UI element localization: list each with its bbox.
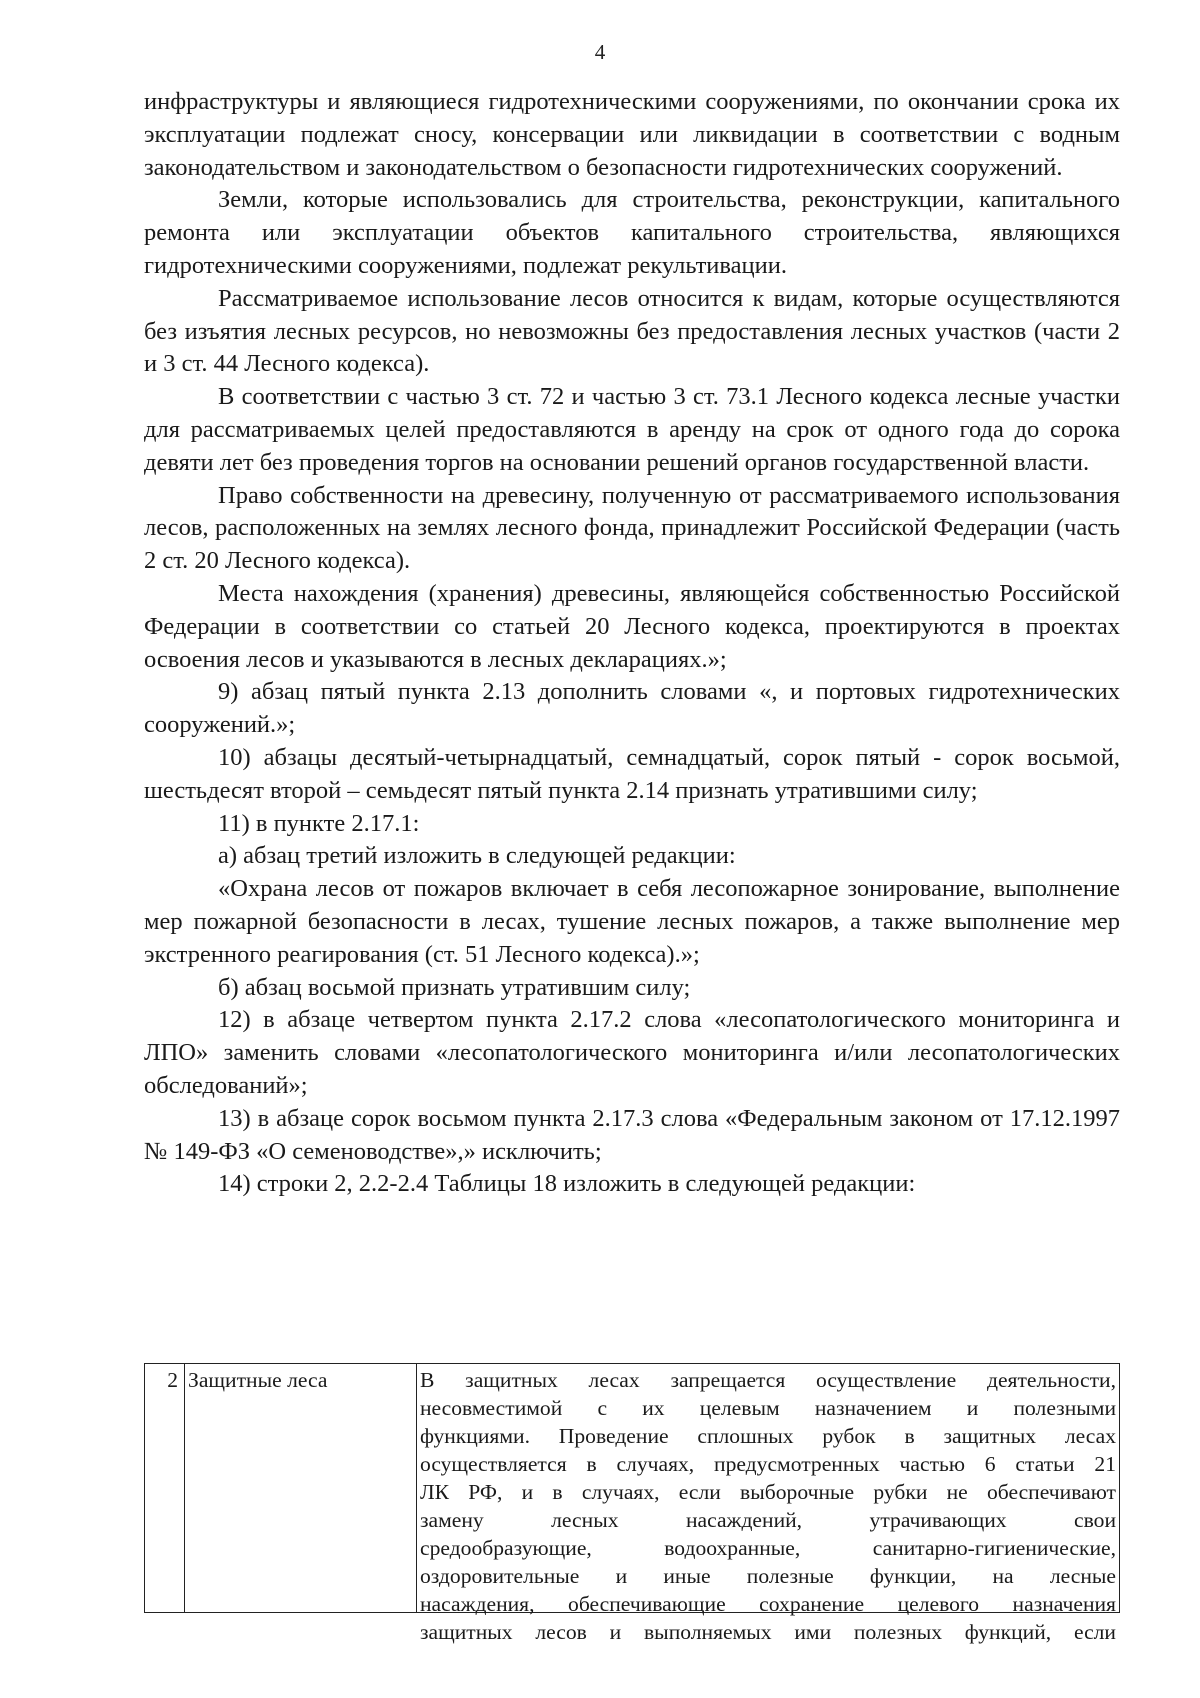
paragraph: б) абзац восьмой признать утратившим силу;: [218, 973, 691, 1001]
paragraph: 13) в абзаце сорок восьмом пункта 2.17.3 слова «Федеральным законом от 17.12.1997 № 149-ФЗ «О семеноводстве»,» исключить;: [144, 1104, 1120, 1165]
table-text-line: несовместимой с их целевым назначением и полезными: [420, 1396, 1116, 1420]
table-text-line: насаждения, обеспечивающие сохранение целевого назначения: [420, 1592, 1116, 1616]
paragraph: а) абзац третий изложить в следующей редакции:: [218, 842, 736, 870]
table-forest-category: Защитные леса: [185, 1364, 417, 1612]
table-text-line: ЛК РФ, и в случаях, если выборочные рубки не обеспечивают: [420, 1480, 1116, 1504]
table-regulation-text: [417, 1364, 1119, 1644]
paragraph: Места нахождения (хранения) древесины, являющейся собственностью Российской Федерации в соответствии со статьей 20 Лесного кодекса, проектируются в проектах освоения лесов и указываются в лесных декларациях.»;: [144, 579, 1120, 673]
paragraph: «Охрана лесов от пожаров включает в себя лесопожарное зонирование, выполнение мер пожарной безопасности в лесах, тушение лесных пожаров, а также выполнение мер экстренного реагирования (ст. 51 Лесного кодекса).»;: [144, 875, 1120, 968]
paragraph: Рассматриваемое использование лесов относится к видам, которые осуществляются без изъятия лесных ресурсов, но невозможны без предоставления лесных участков (части 2 и 3 ст. 44 Лесного кодекса).: [144, 284, 1120, 378]
paragraph: Право собственности на древесину, полученную от рассматриваемого использования лесов, расположенных на землях лесного фонда, принадлежит Российской Федерации (часть 2 ст. 20 Лесного кодекса).: [144, 481, 1120, 575]
table-text-line: защитных лесов и выполняемых ими полезных функций, если: [420, 1620, 1116, 1644]
paragraph: 14) строки 2, 2.2-2.4 Таблицы 18 изложить в следующей редакции:: [218, 1170, 916, 1198]
table-text-line: В защитных лесах запрещается осуществление деятельности,: [420, 1368, 1116, 1392]
table-text-line: оздоровительные и иные полезные функции, на лесные: [420, 1564, 1116, 1588]
table-text-line: замену лесных насаждений, утрачивающих свои: [420, 1508, 1116, 1532]
paragraph: инфраструктуры и являющиеся гидротехническими сооружениями, по окончании срока их эксплуатации подлежат сносу, консервации или ликвидации в соответствии с водным законодательством и законодательством о безопасности гидротехнических сооружений.: [144, 88, 1120, 181]
table-text-line: функциями. Проведение сплошных рубок в защитных лесах: [420, 1424, 1116, 1448]
table-text-line: средообразующие, водоохранные, санитарно-гигиенические,: [420, 1536, 1116, 1560]
paragraph: Земли, которые использовались для строительства, реконструкции, капитального ремонта или эксплуатации объектов капитального строительства, являющихся гидротехническими сооружениями, подлежат рекультивации.: [144, 186, 1120, 279]
page-number: 4: [594, 40, 606, 64]
paragraph: 9) абзац пятый пункта 2.13 дополнить словами «, и портовых гидротехнических сооружений.»;: [144, 678, 1120, 739]
paragraph: 10) абзацы десятый-четырнадцатый, семнадцатый, сорок пятый - сорок восьмой, шестьдесят второй – семьдесят пятый пункта 2.14 признать утратившими силу;: [144, 743, 1120, 804]
paragraph: 11) в пункте 2.17.1:: [218, 809, 420, 837]
table-text-line: осуществляется в случаях, предусмотренных частью 6 статьи 21: [420, 1452, 1116, 1476]
paragraph: 12) в абзаце четвертом пункта 2.17.2 слова «лесопатологического мониторинга и ЛПО» заменить словами «лесопатологического мониторинга и/или лесопатологических обследований»;: [144, 1006, 1120, 1099]
document-body: [144, 86, 1120, 1201]
table-row-number: 2: [145, 1364, 185, 1612]
paragraph: В соответствии с частью 3 ст. 72 и частью 3 ст. 73.1 Лесного кодекса лесные участки для рассматриваемых целей предоставляются в аренду на срок от одного года до сорока девяти лет без проведения торгов на основании решений органов государственной власти.: [144, 383, 1120, 476]
forest-table: [144, 1363, 1120, 1644]
